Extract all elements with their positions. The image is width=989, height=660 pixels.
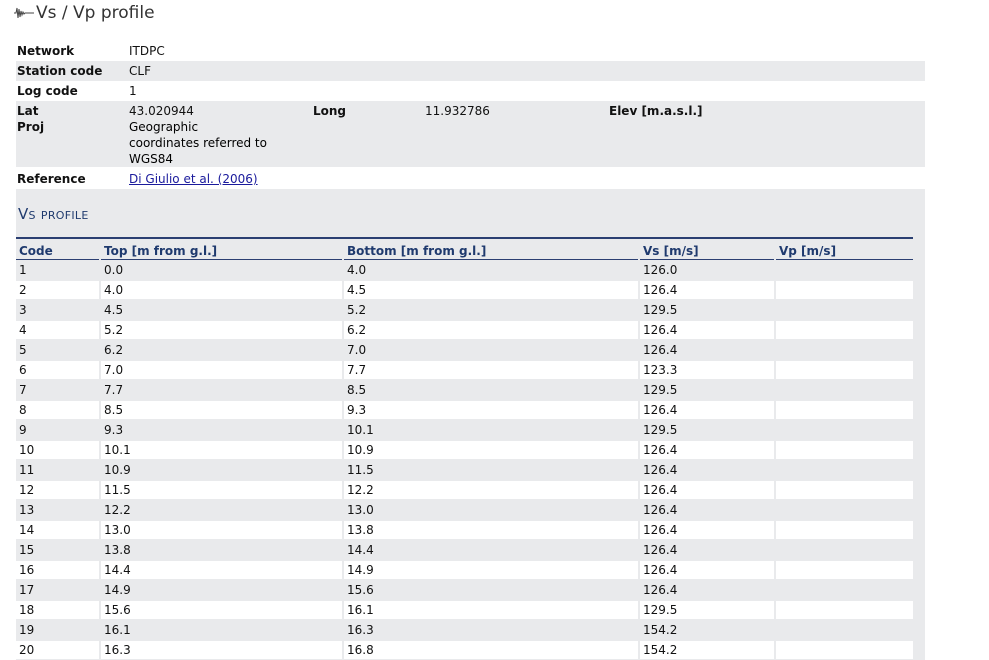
cell-code: 6	[16, 361, 99, 379]
cell-vs: 129.5	[640, 601, 774, 619]
cell-vs: 126.4	[640, 341, 774, 359]
cell-code: 9	[16, 421, 99, 439]
table-body	[16, 260, 913, 660]
cell-bottom: 10.1	[344, 421, 638, 439]
column-header-vp: Vp [m/s]	[776, 242, 913, 260]
reference-link[interactable]: Di Giulio et al. (2006)	[129, 172, 258, 186]
seismic-wave-icon	[14, 7, 34, 19]
cell-vp	[776, 521, 913, 539]
cell-vp	[776, 641, 913, 659]
cell-code: 12	[16, 481, 99, 499]
table-row	[16, 560, 913, 580]
cell-vs: 126.4	[640, 321, 774, 339]
cell-top: 14.9	[101, 581, 342, 599]
cell-code: 4	[16, 321, 99, 339]
page-title: Vs / Vp profile	[36, 3, 155, 23]
table-row	[16, 360, 913, 380]
cell-bottom: 14.9	[344, 561, 638, 579]
cell-bottom: 16.8	[344, 641, 638, 659]
cell-vp	[776, 421, 913, 439]
table-row	[16, 260, 913, 280]
cell-code: 11	[16, 461, 99, 479]
vs-profile-section	[16, 189, 925, 660]
cell-bottom: 13.8	[344, 521, 638, 539]
cell-code: 14	[16, 521, 99, 539]
cell-code: 10	[16, 441, 99, 459]
table-row	[16, 500, 913, 520]
cell-code: 5	[16, 341, 99, 359]
table-row	[16, 300, 913, 320]
cell-vs: 126.4	[640, 541, 774, 559]
cell-top: 9.3	[101, 421, 342, 439]
cell-bottom: 6.2	[344, 321, 638, 339]
coordinates-row	[16, 101, 925, 167]
cell-bottom: 4.0	[344, 261, 638, 279]
cell-vp	[776, 541, 913, 559]
cell-vp	[776, 381, 913, 399]
cell-vp	[776, 361, 913, 379]
cell-top: 11.5	[101, 481, 342, 499]
cell-vs: 126.4	[640, 441, 774, 459]
cell-bottom: 10.9	[344, 441, 638, 459]
log-code-value: 1	[129, 84, 137, 98]
cell-vp	[776, 261, 913, 279]
elev-label: Elev [m.a.s.l.]	[609, 104, 703, 118]
cell-vp	[776, 561, 913, 579]
cell-vp	[776, 601, 913, 619]
column-header-code: Code	[16, 242, 99, 260]
cell-bottom: 11.5	[344, 461, 638, 479]
cell-bottom: 5.2	[344, 301, 638, 319]
section-heading: Vs profile	[18, 205, 89, 223]
table-row	[16, 520, 913, 540]
table-row	[16, 420, 913, 440]
cell-vs: 154.2	[640, 641, 774, 659]
reference-row	[16, 167, 925, 189]
cell-vp	[776, 481, 913, 499]
proj-line: coordinates referred to	[129, 136, 267, 150]
proj-value	[129, 119, 294, 167]
table-row	[16, 460, 913, 480]
cell-vs: 126.4	[640, 561, 774, 579]
network-label: Network	[17, 44, 75, 58]
cell-code: 19	[16, 621, 99, 639]
cell-code: 20	[16, 641, 99, 659]
cell-top: 16.3	[101, 641, 342, 659]
table-row	[16, 640, 913, 660]
cell-top: 13.8	[101, 541, 342, 559]
network-row	[16, 41, 925, 61]
lat-value: 43.020944	[129, 104, 194, 118]
table-row	[16, 600, 913, 620]
page-header	[14, 2, 155, 24]
cell-top: 5.2	[101, 321, 342, 339]
cell-vs: 154.2	[640, 621, 774, 639]
cell-top: 4.0	[101, 281, 342, 299]
table-row	[16, 540, 913, 560]
long-value: 11.932786	[425, 104, 490, 118]
column-header-bottom: Bottom [m from g.l.]	[344, 242, 638, 260]
cell-top: 7.0	[101, 361, 342, 379]
cell-code: 2	[16, 281, 99, 299]
cell-code: 8	[16, 401, 99, 419]
cell-vp	[776, 401, 913, 419]
cell-vs: 126.4	[640, 461, 774, 479]
vs-profile-table	[16, 237, 913, 660]
long-label: Long	[313, 104, 347, 118]
cell-top: 13.0	[101, 521, 342, 539]
station-metadata	[16, 41, 925, 189]
table-row	[16, 480, 913, 500]
cell-vs: 126.4	[640, 481, 774, 499]
cell-vs: 126.4	[640, 501, 774, 519]
cell-vp	[776, 461, 913, 479]
cell-bottom: 7.0	[344, 341, 638, 359]
column-header-top: Top [m from g.l.]	[101, 242, 342, 260]
cell-bottom: 8.5	[344, 381, 638, 399]
cell-bottom: 9.3	[344, 401, 638, 419]
cell-top: 15.6	[101, 601, 342, 619]
cell-top: 8.5	[101, 401, 342, 419]
proj-line: WGS84	[129, 152, 174, 166]
table-row	[16, 400, 913, 420]
cell-top: 16.1	[101, 621, 342, 639]
lat-label: Lat	[17, 104, 39, 118]
cell-bottom: 7.7	[344, 361, 638, 379]
cell-code: 13	[16, 501, 99, 519]
cell-vs: 129.5	[640, 381, 774, 399]
cell-vs: 126.0	[640, 261, 774, 279]
cell-code: 7	[16, 381, 99, 399]
cell-bottom: 16.3	[344, 621, 638, 639]
cell-vp	[776, 281, 913, 299]
cell-code: 16	[16, 561, 99, 579]
proj-line: Geographic	[129, 120, 199, 134]
cell-top: 4.5	[101, 301, 342, 319]
column-header-vs: Vs [m/s]	[640, 242, 774, 260]
reference-label: Reference	[17, 172, 86, 186]
log-code-row	[16, 81, 925, 101]
cell-top: 10.1	[101, 441, 342, 459]
table-row	[16, 320, 913, 340]
cell-vp	[776, 301, 913, 319]
proj-label: Proj	[17, 120, 45, 134]
table-row	[16, 580, 913, 600]
cell-top: 14.4	[101, 561, 342, 579]
cell-vp	[776, 581, 913, 599]
cell-bottom: 13.0	[344, 501, 638, 519]
cell-top: 7.7	[101, 381, 342, 399]
cell-code: 3	[16, 301, 99, 319]
cell-top: 12.2	[101, 501, 342, 519]
table-row	[16, 620, 913, 640]
cell-top: 6.2	[101, 341, 342, 359]
cell-bottom: 15.6	[344, 581, 638, 599]
cell-vp	[776, 341, 913, 359]
cell-top: 0.0	[101, 261, 342, 279]
network-value: ITDPC	[129, 44, 165, 58]
table-header	[16, 239, 913, 260]
cell-code: 1	[16, 261, 99, 279]
cell-vp	[776, 501, 913, 519]
cell-vp	[776, 321, 913, 339]
table-row	[16, 340, 913, 360]
cell-vs: 123.3	[640, 361, 774, 379]
cell-vp	[776, 621, 913, 639]
cell-vs: 126.4	[640, 521, 774, 539]
station-code-label: Station code	[17, 64, 103, 78]
cell-vp	[776, 441, 913, 459]
cell-bottom: 14.4	[344, 541, 638, 559]
cell-vs: 126.4	[640, 281, 774, 299]
log-code-label: Log code	[17, 84, 78, 98]
cell-vs: 126.4	[640, 401, 774, 419]
cell-vs: 129.5	[640, 421, 774, 439]
cell-bottom: 4.5	[344, 281, 638, 299]
cell-vs: 126.4	[640, 581, 774, 599]
station-code-row	[16, 61, 925, 81]
cell-code: 15	[16, 541, 99, 559]
cell-code: 17	[16, 581, 99, 599]
table-row	[16, 380, 913, 400]
station-code-value: CLF	[129, 64, 151, 78]
cell-code: 18	[16, 601, 99, 619]
cell-bottom: 16.1	[344, 601, 638, 619]
cell-top: 10.9	[101, 461, 342, 479]
cell-vs: 129.5	[640, 301, 774, 319]
cell-bottom: 12.2	[344, 481, 638, 499]
table-row	[16, 440, 913, 460]
table-row	[16, 280, 913, 300]
